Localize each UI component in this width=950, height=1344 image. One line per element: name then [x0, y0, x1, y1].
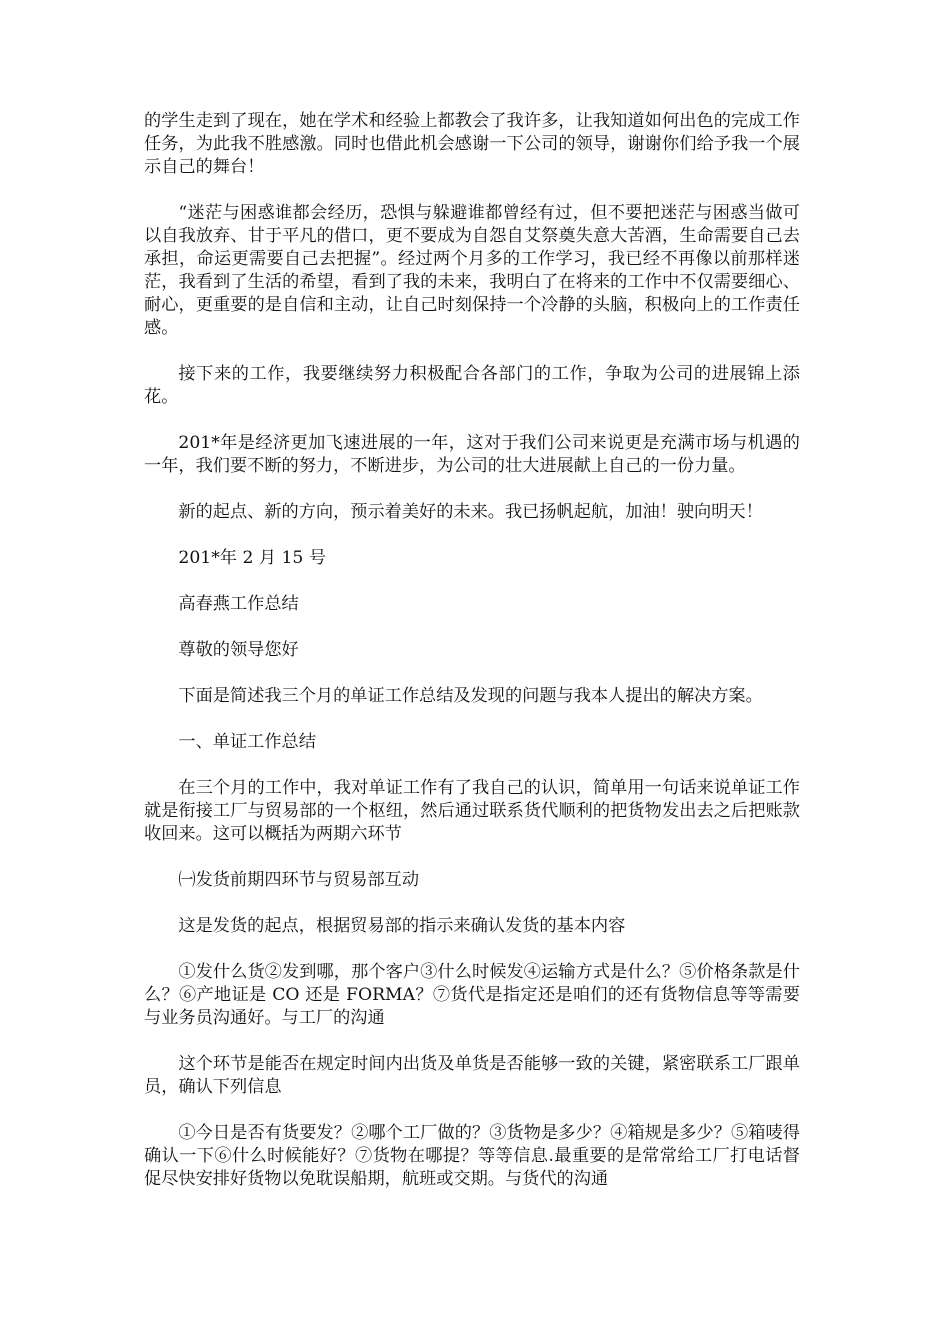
salutation: 尊敬的领导您好 [178, 640, 299, 660]
document-body [144, 110, 800, 1191]
paragraph: ①今日是否有货要发？②哪个工厂做的？③货物是多少？④箱规是多少？⑤箱唛得确认一下⑥什么时候能好？⑦货物在哪提？等等信息.最重要的是常常给工厂打电话督促尽快安排好货物以免耽误船期，航班或交期。与货代的沟通 [144, 1123, 800, 1189]
paragraph: 下面是简述我三个月的单证工作总结及发现的问题与我本人提出的解决方案。 [178, 686, 763, 706]
paragraph: 接下来的工作，我要继续努力积极配合各部门的工作，争取为公司的进展锦上添花。 [144, 364, 800, 407]
paragraph: “迷茫与困惑谁都会经历，恐惧与躲避谁都曾经有过，但不要把迷茫与困惑当做可以自我放弃、甘于平凡的借口，更不要成为自怨自艾祭奠失意大苦酒，生命需要自己去承担，命运更需要自己去把握”。经过两个月多的工作学习，我已经不再像以前那样迷茫，我看到了生活的希望，看到了我的未来，我明白了在将来的工作中不仅需要细心、耐心，更重要的是自信和主动，让自己时刻保持一个冷静的头脑，积极向上的工作责任感。 [144, 203, 800, 338]
subsection-heading: ㈠发货前期四环节与贸易部互动 [178, 870, 420, 890]
paragraph: 这个环节是能否在规定时间内出货及单货是否能够一致的关键，紧密联系工厂跟单员，确认下列信息 [144, 1054, 800, 1097]
paragraph: 这是发货的起点，根据贸易部的指示来确认发货的基本内容 [178, 916, 626, 936]
paragraph: 的学生走到了现在，她在学术和经验上都教会了我许多，让我知道如何出色的完成工作任务，为此我不胜感激。同时也借此机会感谢一下公司的领导，谢谢你们给予我一个展示自己的舞台！ [144, 111, 800, 177]
section-heading: 一、单证工作总结 [178, 732, 316, 752]
paragraph: ①发什么货②发到哪，那个客户③什么时候发④运输方式是什么？⑤价格条款是什么？⑥产地证是 CO 还是 FORMA？⑦货代是指定还是咱们的还有货物信息等等需要与业务员沟通好。与工厂的沟通 [144, 962, 800, 1028]
date-line: 201*年 2 月 15 号 [178, 548, 327, 568]
section-title: 高春燕工作总结 [178, 594, 299, 614]
paragraph: 新的起点、新的方向，预示着美好的未来。我已扬帆起航，加油！驶向明天！ [178, 502, 763, 522]
paragraph: 201*年是经济更加飞速进展的一年，这对于我们公司来说更是充满市场与机遇的一年，我们要不断的努力，不断进步，为公司的壮大进展献上自己的一份力量。 [144, 433, 800, 476]
paragraph: 在三个月的工作中，我对单证工作有了我自己的认识，简单用一句话来说单证工作就是衔接工厂与贸易部的一个枢纽，然后通过联系货代顺利的把货物发出去之后把账款收回来。这可以概括为两期六环节 [144, 778, 800, 844]
